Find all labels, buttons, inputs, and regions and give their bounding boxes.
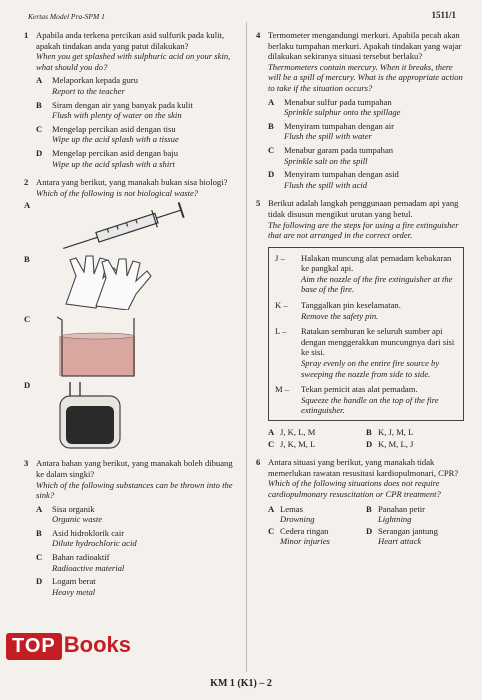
- option-a[interactable]: [24, 75, 239, 96]
- option-text-ms: Panahan petir: [378, 503, 426, 514]
- topbooks-logo: [6, 632, 131, 660]
- step-label: L –: [275, 326, 287, 337]
- option-letter: A: [268, 503, 275, 514]
- option-a[interactable]: [256, 97, 464, 118]
- option-text-ms: Lemas: [280, 503, 303, 514]
- option-letter: A: [24, 200, 31, 211]
- step-text-en: Spray evenly on the entire fire source by sweeping the nozzle from side to side.: [301, 358, 440, 379]
- option-letter: A: [268, 96, 275, 107]
- step-text-ms: Halakan muncung alat pemadam kebakaran ke pangkal api.: [301, 252, 452, 274]
- option-text-ms: Menabur garam pada tumpahan: [284, 144, 394, 155]
- option-letter: D: [36, 576, 43, 587]
- question-number: 2: [24, 177, 29, 188]
- option-letter: A: [36, 503, 43, 514]
- column-divider: [246, 22, 247, 672]
- option-letter: C: [36, 552, 43, 563]
- option-letter: C: [268, 525, 275, 536]
- option-text-en: Report to the teacher: [52, 85, 125, 96]
- option-text-en: Drowning: [280, 514, 315, 525]
- option-text-en: Sprinkle salt on the spill: [284, 155, 368, 166]
- header-right: 1511/1: [431, 10, 456, 20]
- option-letter: B: [36, 527, 42, 538]
- option-letter: C: [268, 144, 275, 155]
- option-b[interactable]: [24, 254, 239, 312]
- option-text-ms: Melaporkan kepada guru: [52, 75, 138, 86]
- option-c[interactable]: [24, 124, 239, 145]
- option-c[interactable]: [256, 145, 464, 166]
- option-text-en: Sprinkle sulphur onto the spillage: [284, 107, 401, 118]
- option-c[interactable]: [24, 552, 239, 573]
- step-l: [275, 326, 457, 379]
- option-b[interactable]: [366, 427, 464, 438]
- question-text-en: Which of the following situations does not require cardiopulmonary resuscitation or CPR treatment?: [268, 478, 441, 499]
- step-text-ms: Tanggalkan pin keselamatan.: [301, 300, 401, 311]
- option-text-en: Heavy metal: [52, 586, 96, 597]
- question-text-ms: Antara yang berikut, yang manakah bukan sisa biologi?: [36, 177, 228, 188]
- option-text-en: Lightning: [378, 514, 412, 525]
- option-d[interactable]: [366, 526, 464, 547]
- option-text-ms: Cedera ringan: [280, 525, 329, 536]
- page-footer: KM 1 (K1) – 2: [210, 678, 272, 689]
- option-letter: B: [36, 99, 42, 110]
- option-text-ms: Bahan radioaktif: [52, 552, 110, 563]
- question-number: 4: [256, 30, 261, 40]
- option-text-ms: Menabur sulfur pada tumpahan: [284, 96, 392, 107]
- header-left: Kertas Model Pra-SPM 1: [28, 12, 105, 21]
- option-d[interactable]: [366, 439, 464, 450]
- question-text-ms: Berikut adalah langkah penggunaan pemadam api yang tidak disusun mengikut urutan yang betul.: [268, 198, 459, 219]
- option-text: K, J, M, L: [378, 427, 414, 437]
- option-d[interactable]: [24, 380, 239, 450]
- option-b[interactable]: [24, 528, 239, 549]
- option-d[interactable]: [24, 576, 239, 597]
- step-label: M –: [275, 384, 290, 395]
- option-text-ms: Siram dengan air yang banyak pada kulit: [52, 99, 193, 110]
- question-5: [256, 198, 464, 449]
- option-letter: C: [268, 438, 275, 449]
- steps-box: [268, 247, 464, 421]
- logo-books: Books: [63, 632, 132, 657]
- syringe-icon: [56, 200, 196, 252]
- option-d[interactable]: [24, 148, 239, 169]
- option-c[interactable]: [268, 526, 366, 547]
- blood-bag-icon: [56, 380, 146, 450]
- option-letter: C: [36, 123, 43, 134]
- question-text-en: The following are the steps for using a fire extinguisher that are not arranged in the correct order.: [268, 219, 459, 241]
- beaker-icon: [56, 314, 146, 378]
- glove-icon: [56, 254, 166, 310]
- q6-options: [268, 504, 464, 547]
- step-j: [275, 253, 457, 295]
- option-letter: D: [366, 525, 373, 536]
- option-letter: D: [268, 169, 275, 180]
- option-a[interactable]: [268, 504, 366, 525]
- option-text-en: Organic waste: [52, 514, 103, 525]
- option-a[interactable]: [24, 504, 239, 525]
- step-text-ms: Ratakan semburan ke seluruh sumber api dengan menggerakkan muncungnya dari sisi ke sisi.: [301, 326, 455, 358]
- option-d[interactable]: [256, 169, 464, 190]
- step-text-en: Squeeze the handle on the top of the fire extinguisher.: [301, 394, 439, 416]
- option-b[interactable]: [24, 100, 239, 121]
- option-text-en: Flush with plenty of water on the skin: [52, 110, 182, 121]
- step-m: [275, 384, 457, 416]
- question-number: 3: [24, 458, 29, 469]
- question-6: [256, 457, 464, 547]
- step-k: [275, 300, 457, 321]
- option-text-en: Heart attack: [378, 536, 422, 547]
- option-text: J, K, L, M: [280, 427, 316, 437]
- option-letter: A: [268, 427, 275, 437]
- question-text-ms: Apabila anda terkena percikan asid sulfurik pada kulit, apakah tindakan anda yang patut dilakukan?: [36, 30, 225, 51]
- option-a[interactable]: [268, 427, 366, 438]
- left-column: [24, 30, 239, 605]
- option-text-en: Wipe up the acid splash with a tissue: [52, 134, 179, 145]
- question-text-ms: Antara situasi yang berikut, yang manakah tidak memerlukan rawatan resusitasi kardiopulmonari, CPR?: [268, 457, 459, 478]
- option-letter: B: [366, 427, 372, 437]
- q5-options: [268, 427, 464, 449]
- logo-top: TOP: [6, 633, 62, 660]
- question-number: 1: [24, 30, 29, 40]
- option-text-ms: Logam berat: [52, 576, 96, 587]
- question-text-en: Thermometers contain mercury. When it breaks, there will be a spill of mercury. What is the appropriate action to take if the situation occurs?: [268, 61, 463, 93]
- step-text-en: Remove the safety pin.: [301, 310, 379, 321]
- option-text: K, M, L, J: [378, 438, 414, 449]
- option-letter: B: [366, 503, 372, 514]
- option-text-en: Radioactive material: [52, 562, 125, 573]
- question-text-en: Which of the following is not biological waste?: [36, 187, 199, 198]
- option-a[interactable]: [24, 200, 239, 252]
- option-b[interactable]: [256, 121, 464, 142]
- option-text: J, K, M, L: [280, 438, 316, 449]
- option-text-en: Flush the spill with acid: [284, 179, 368, 190]
- step-label: K –: [275, 300, 288, 311]
- question-text-en: Which of the following substances can be thrown into the sink?: [36, 479, 233, 501]
- option-text-en: Wipe up the acid splash with a shirt: [52, 158, 175, 169]
- option-text-ms: Mengelap percikan asid dengan baju: [52, 147, 178, 158]
- question-text-ms: Antara bahan yang berikut, yang manakah boleh dibuang ke dalam singki?: [36, 458, 233, 479]
- question-number: 5: [256, 198, 261, 209]
- option-c[interactable]: [24, 314, 239, 378]
- option-text-ms: Sisa organik: [52, 503, 95, 514]
- question-1: [24, 30, 239, 169]
- question-2: [24, 177, 239, 450]
- question-text-ms: Termometer mengandungi merkuri. Apabila pecah akan berlaku tumpahan merkuri. Apakah tindakan yang wajar dilakukan sekiranya situasi tersebut berlaku?: [268, 30, 462, 62]
- step-label: J –: [275, 252, 285, 263]
- option-text-ms: Menyiram tumpahan dengan asid: [284, 169, 399, 180]
- option-letter: D: [366, 438, 373, 449]
- question-number: 6: [256, 457, 261, 468]
- option-text-ms: Asid hidroklorik cair: [52, 527, 125, 538]
- option-letter: A: [36, 75, 43, 86]
- option-text-ms: Menyiram tumpahan dengan air: [284, 120, 395, 131]
- option-c[interactable]: [268, 439, 366, 450]
- option-text-ms: Mengelap percikan asid dengan tisu: [52, 123, 176, 134]
- option-letter: D: [24, 380, 31, 391]
- step-text-en: Aim the nozzle of the fire extinguisher at the base of the fire.: [301, 273, 453, 295]
- right-column: [256, 30, 464, 555]
- option-letter: C: [24, 314, 31, 325]
- option-b[interactable]: [366, 504, 464, 525]
- question-3: [24, 458, 239, 597]
- option-letter: B: [24, 254, 30, 265]
- option-letter: B: [268, 120, 274, 131]
- option-letter: D: [36, 147, 43, 158]
- option-text-en: Minor injuries: [280, 536, 330, 547]
- option-text-en: Flush the spill with water: [284, 131, 372, 142]
- option-text-ms: Serangan jantung: [378, 525, 438, 536]
- step-text-ms: Tekan pemicit atas alat pemadam.: [301, 384, 418, 395]
- question-4: [256, 30, 464, 190]
- question-text-en: When you get splashed with sulphuric acid on your skin, what should you do?: [36, 51, 231, 72]
- option-text-en: Dilute hydrochloric acid: [52, 538, 137, 549]
